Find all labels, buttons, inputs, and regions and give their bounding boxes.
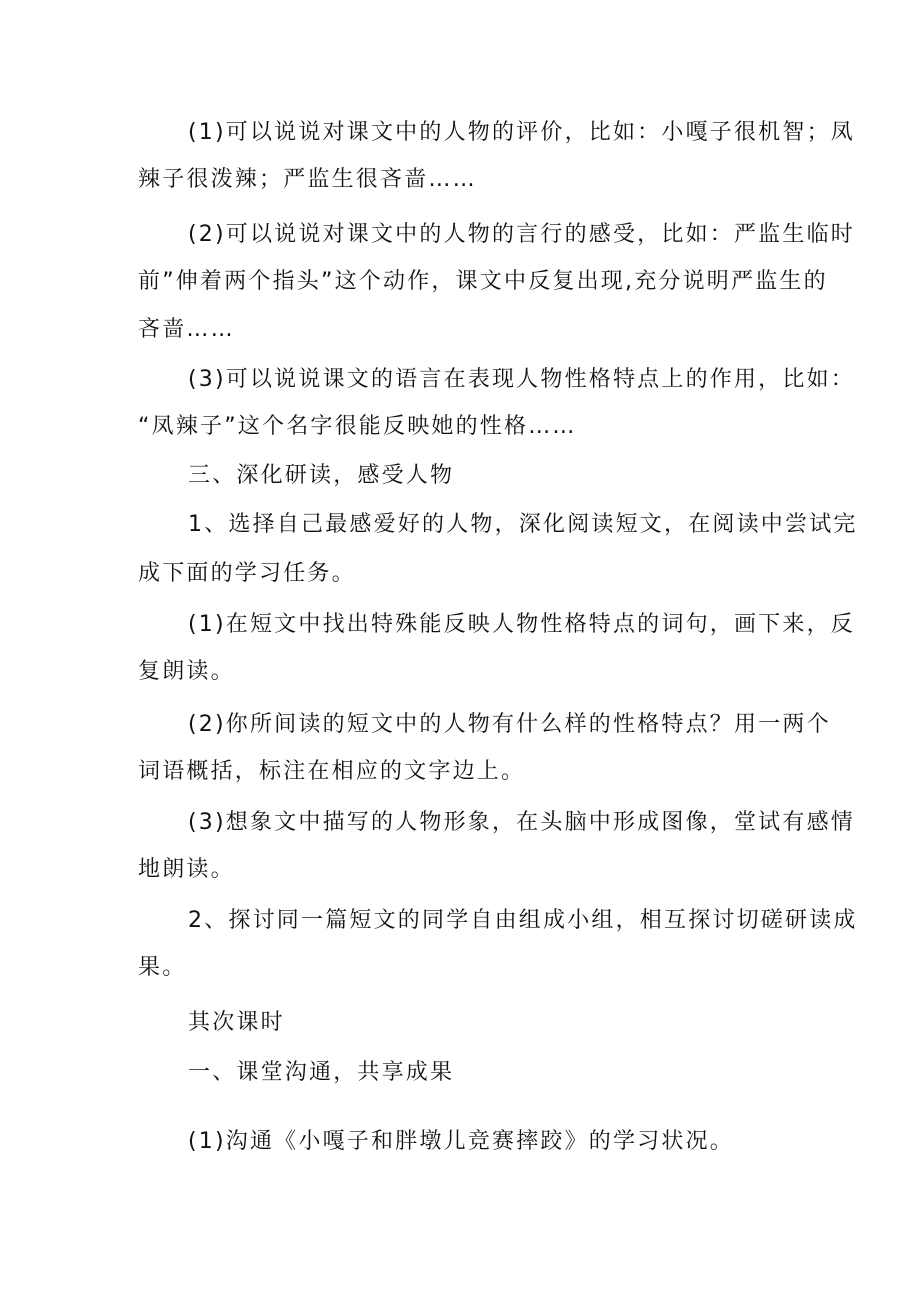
paragraph-line: 词语概括，标注在相应的文字边上。: [138, 759, 526, 784]
section-heading: 其次课时: [188, 1010, 285, 1035]
paragraph-line: 复朗读。: [138, 659, 235, 684]
paragraph-line: (2)你所间读的短文中的人物有什么样的性格特点？用一两个: [188, 712, 831, 737]
paragraph-line: 果。: [138, 955, 187, 980]
paragraph-line: 1、选择自己最感爱好的人物，深化阅读短文，在阅读中尝试完: [188, 512, 858, 537]
paragraph-line: 2、探讨同一篇短文的同学自由组成小组，相互探讨切磋研读成: [188, 908, 858, 933]
paragraph-line: (2)可以说说对课文中的人物的言行的感受，比如：严监生临时: [188, 222, 855, 247]
paragraph-line: (3)想象文中描写的人物形象，在头脑中形成图像，堂试有感情: [188, 810, 855, 835]
paragraph-line: (3)可以说说课文的语言在表现人物性格特点上的作用，比如：: [188, 367, 855, 392]
section-heading: 三、深化研读，感受人物: [188, 463, 455, 488]
paragraph-line: (1)在短文中找出特殊能反映人物性格特点的词句，画下来，反: [188, 612, 855, 637]
paragraph-line: (1)沟通《小嘎子和胖墩儿竞赛摔跤》的学习状况。: [188, 1129, 734, 1154]
paragraph-line: 辣子很泼辣；严监生很吝啬……: [138, 167, 477, 192]
paragraph-line: 吝啬……: [138, 317, 235, 342]
paragraph-line: (1)可以说说对课文中的人物的评价，比如：小嘎子很机智；凤: [188, 120, 855, 145]
paragraph-line: 前”伸着两个指头”这个动作，课文中反复出现,充分说明严监生的: [138, 269, 828, 294]
section-heading: 一、课堂沟通，共享成果: [188, 1060, 455, 1085]
paragraph-line: 成下面的学习任务。: [138, 561, 356, 586]
paragraph-line: “凤辣子”这个名字很能反映她的性格……: [138, 414, 577, 439]
paragraph-line: 地朗读。: [138, 857, 235, 882]
